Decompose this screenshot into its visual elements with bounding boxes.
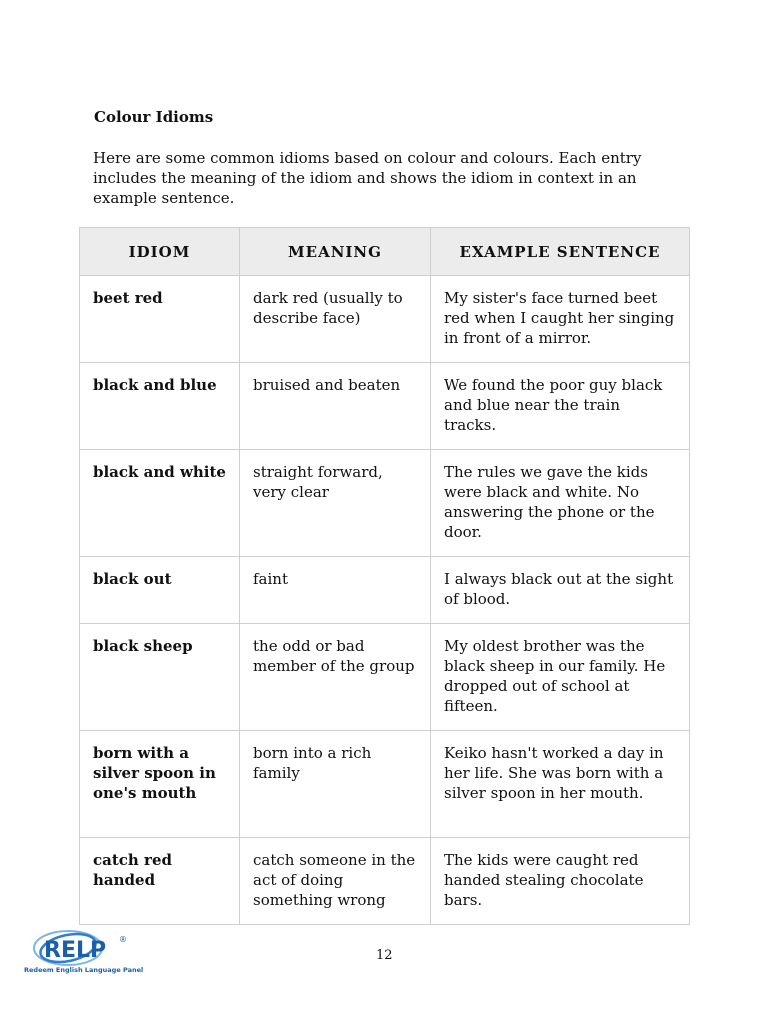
table-row <box>80 557 690 624</box>
idiom-cell: black out <box>80 557 240 624</box>
table-header-row <box>80 228 690 276</box>
header-idiom: IDIOM <box>80 228 240 276</box>
idiom-cell: black sheep <box>80 624 240 731</box>
idiom-cell: black and white <box>80 450 240 557</box>
table-row <box>80 450 690 557</box>
logo-registered-mark: ® <box>119 935 127 944</box>
meaning-cell: the odd or bad member of the group <box>240 624 431 731</box>
logo-tagline: Redeem English Language Panel <box>24 966 144 974</box>
meaning-cell: straight forward, very clear <box>240 450 431 557</box>
header-meaning: MEANING <box>240 228 431 276</box>
table-row <box>80 624 690 731</box>
meaning-cell: bruised and beaten <box>240 363 431 450</box>
idioms-table <box>79 227 690 925</box>
idiom-cell: born with a silver spoon in one's mouth <box>80 731 240 838</box>
meaning-cell: dark red (usually to describe face) <box>240 276 431 363</box>
page-title: Colour Idioms <box>94 108 214 126</box>
table-row <box>80 276 690 363</box>
example-cell: My oldest brother was the black sheep in our family. He dropped out of school at fifteen. <box>431 624 690 731</box>
example-cell: The rules we gave the kids were black and white. No answering the phone or the door. <box>431 450 690 557</box>
example-cell: We found the poor guy black and blue near the train tracks. <box>431 363 690 450</box>
idiom-cell: catch red handed <box>80 838 240 925</box>
relp-logo <box>24 926 144 976</box>
idiom-cell: black and blue <box>80 363 240 450</box>
meaning-cell: born into a rich family <box>240 731 431 838</box>
table-row <box>80 838 690 925</box>
example-cell: I always black out at the sight of blood. <box>431 557 690 624</box>
example-cell: My sister's face turned beet red when I caught her singing in front of a mirror. <box>431 276 690 363</box>
header-example-sentence: EXAMPLE SENTENCE <box>431 228 690 276</box>
table-row <box>80 363 690 450</box>
idiom-cell: beet red <box>80 276 240 363</box>
example-cell: Keiko hasn't worked a day in her life. She was born with a silver spoon in her mouth. <box>431 731 690 838</box>
logo-brand-text: RELP <box>44 938 107 963</box>
page-number: 12 <box>376 948 393 963</box>
table-row <box>80 731 690 838</box>
meaning-cell: catch someone in the act of doing something wrong <box>240 838 431 925</box>
meaning-cell: faint <box>240 557 431 624</box>
intro-paragraph: Here are some common idioms based on colour and colours. Each entry includes the meaning of the idiom and shows the idiom in context in an example sentence. <box>93 149 642 207</box>
example-cell: The kids were caught red handed stealing chocolate bars. <box>431 838 690 925</box>
